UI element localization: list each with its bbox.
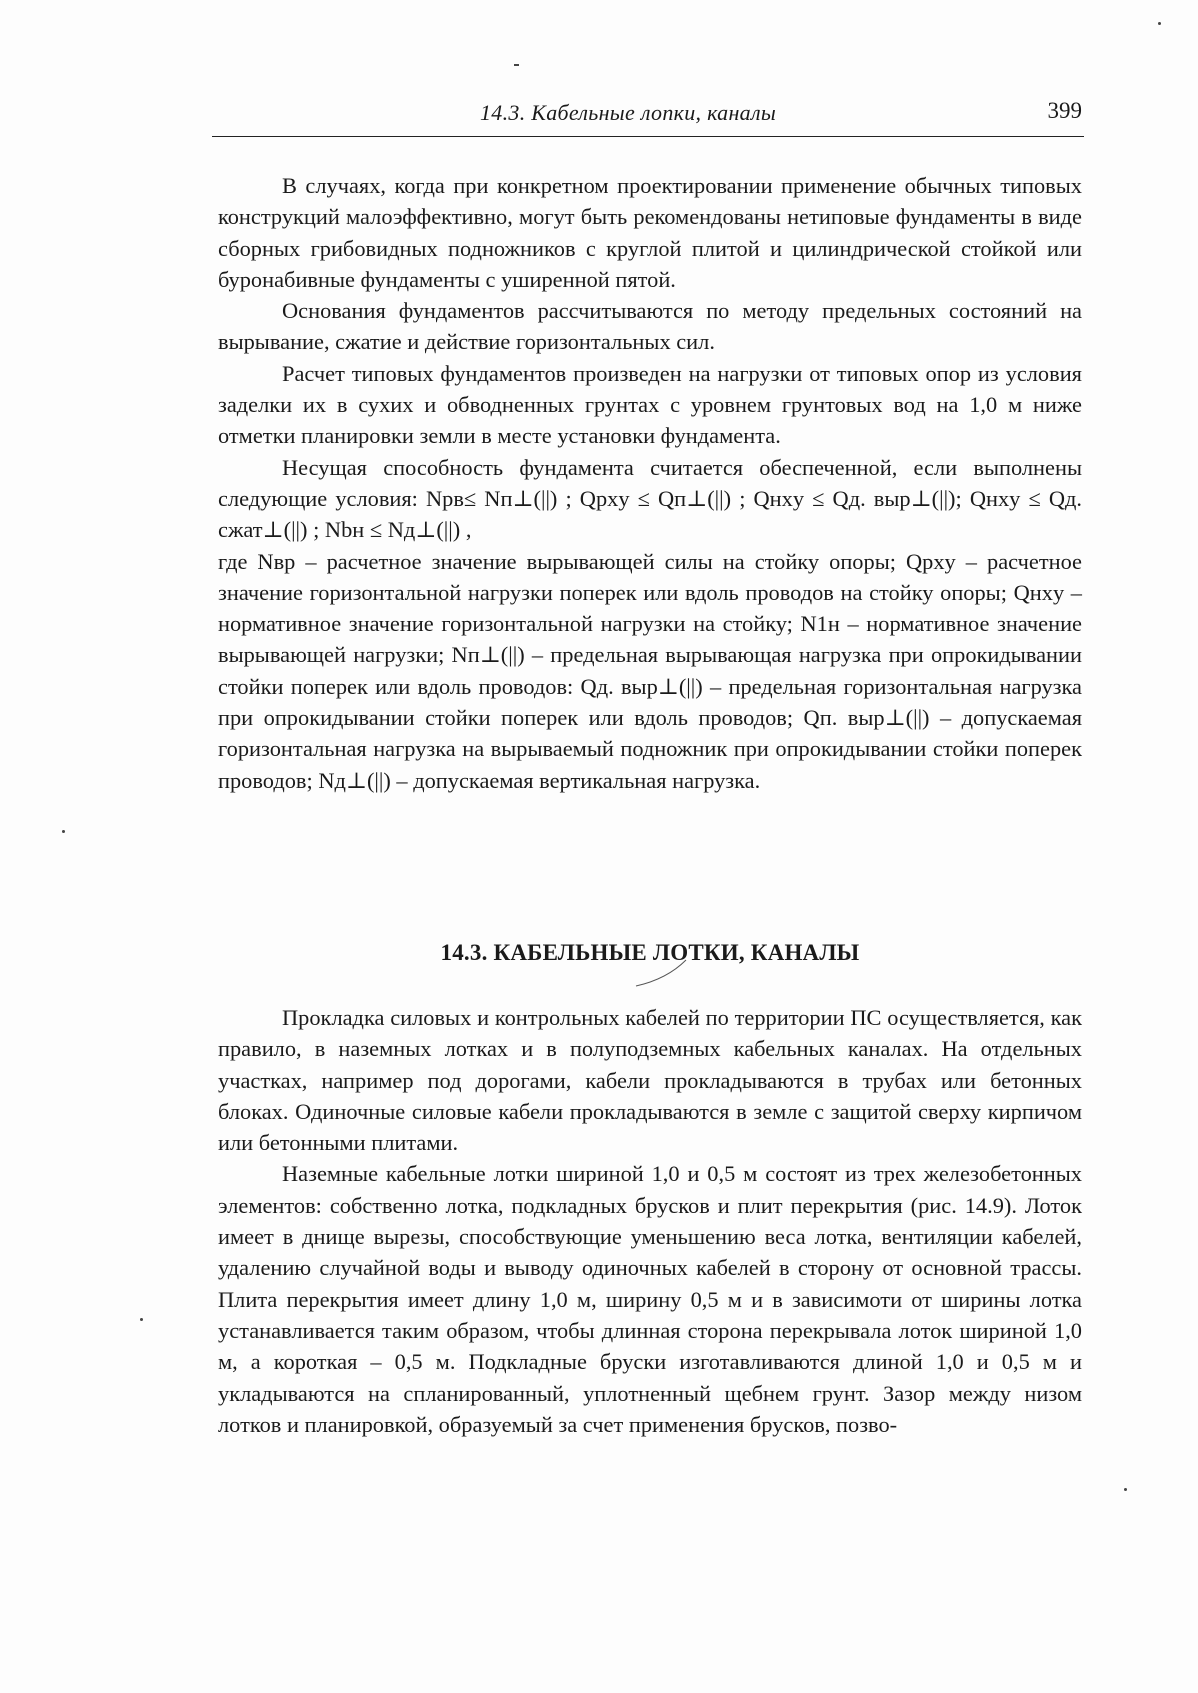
section-title: 14.3. КАБЕЛЬНЫЕ ЛОТКИ, КАНАЛЫ	[440, 940, 860, 965]
paragraph-nonstandard-foundations: В случаях, когда при конкретном проектировании применение обычных типовых конструкций малоэффективно, могут быть рекомендованы нетиповые фундаменты в виде сборных грибовидных подножников с круглой плитой и цилиндрической стойкой или буронабивные фундаменты с уширенной пятой.	[218, 173, 1082, 292]
scan-dot	[1124, 1488, 1127, 1491]
paragraph-bearing-conditions: Несущая способность фундамента считается обеспеченной, если выполнены следующие условия: Nрв≤ Nп⊥(||) ; Qрxy ≤ Qп⊥(||) ; Qнxy ≤ Qд. выр⊥(||); Qнxy ≤ Qд. сжат⊥(||) ; Nbн ≤ Nд⊥(||) ,	[218, 454, 1082, 543]
paragraph-typical-calculation: Расчет типовых фундаментов произведен на нагрузки от типовых опор из условия заделки их в сухих и обводненных грунтах с уровнем грунтовых вод на 1,0 м ниже отметки планировки земли в месте установки фундамента.	[218, 360, 1082, 449]
running-header	[212, 96, 1084, 137]
scan-dot	[1158, 22, 1161, 25]
body-text-bottom	[218, 1002, 1082, 1440]
paragraph-limit-states: Основания фундаментов рассчитываются по методу предельных состояний на вырывание, сжатие и действие горизонтальных сил.	[218, 298, 1082, 355]
paragraph-definitions: где Nвр – расчетное значение вырывающей силы на стойку опоры; Qрxy – расчетное значение горизонтальной нагрузки поперек или вдоль проводов на стойку опоры; Qнxy – нормативное значение горизонтальной нагрузки на стойку; N1н – нормативное значение вырывающей нагрузки; Nп⊥(||) – предельная вырывающая нагрузка при опрокидывании стойки поперек или вдоль проводов: Qд. выр⊥(||) – предельная горизонтальная нагрузка при опрокидывании стойки поперек или вдоль проводов; Qп. выр⊥(||) – допускаемая горизонтальная нагрузка на вырываемый подножник при опрокидывании стойки поперек проводов; Nд⊥(||) – допускаемая вертикальная нагрузка.	[218, 548, 1082, 793]
page-number: 399	[1047, 98, 1082, 123]
pen-stroke-mark	[634, 958, 688, 988]
scan-dot	[140, 1318, 143, 1321]
scan-dot	[514, 64, 519, 66]
body-text-top	[218, 170, 1082, 796]
scan-dot	[62, 830, 65, 833]
running-title: 14.3. Кабельные лопки, каналы	[480, 100, 777, 125]
paragraph-cable-laying: Прокладка силовых и контрольных кабелей по территории ПС осуществляется, как правило, в наземных лотках и в полуподземных кабельных каналах. На отдельных участках, например под дорогами, кабели прокладываются в трубах или бетонных блоках. Одиночные силовые кабели прокладываются в земле с защитой сверху кирпичом или бетонными плитами.	[218, 1005, 1082, 1156]
paragraph-cable-trays: Наземные кабельные лотки шириной 1,0 и 0,5 м состоят из трех железобетонных элементов: собственно лотка, подкладных брусков и плит перекрытия (рис. 14.9). Лоток имеет в днище вырезы, способствующие уменьшению веса лотка, вентиляции кабелей, удалению случайной воды и выводу одиночных кабелей в сторону от основной трассы. Плита перекрытия имеет длину 1,0 м, ширину 0,5 м и в зависимоти от ширины лотка устанавливается таким образом, чтобы длинная сторона перекрывала лоток шириной 1,0 м, а короткая – 0,5 м. Подкладные бруски изготавливаются длиной 1,0 и 0,5 м и укладываются на спланированный, уплотненный щебнем грунт. Зазор между низом лотков и планировкой, образуемый за счет применения брусков, позво-	[218, 1161, 1082, 1437]
